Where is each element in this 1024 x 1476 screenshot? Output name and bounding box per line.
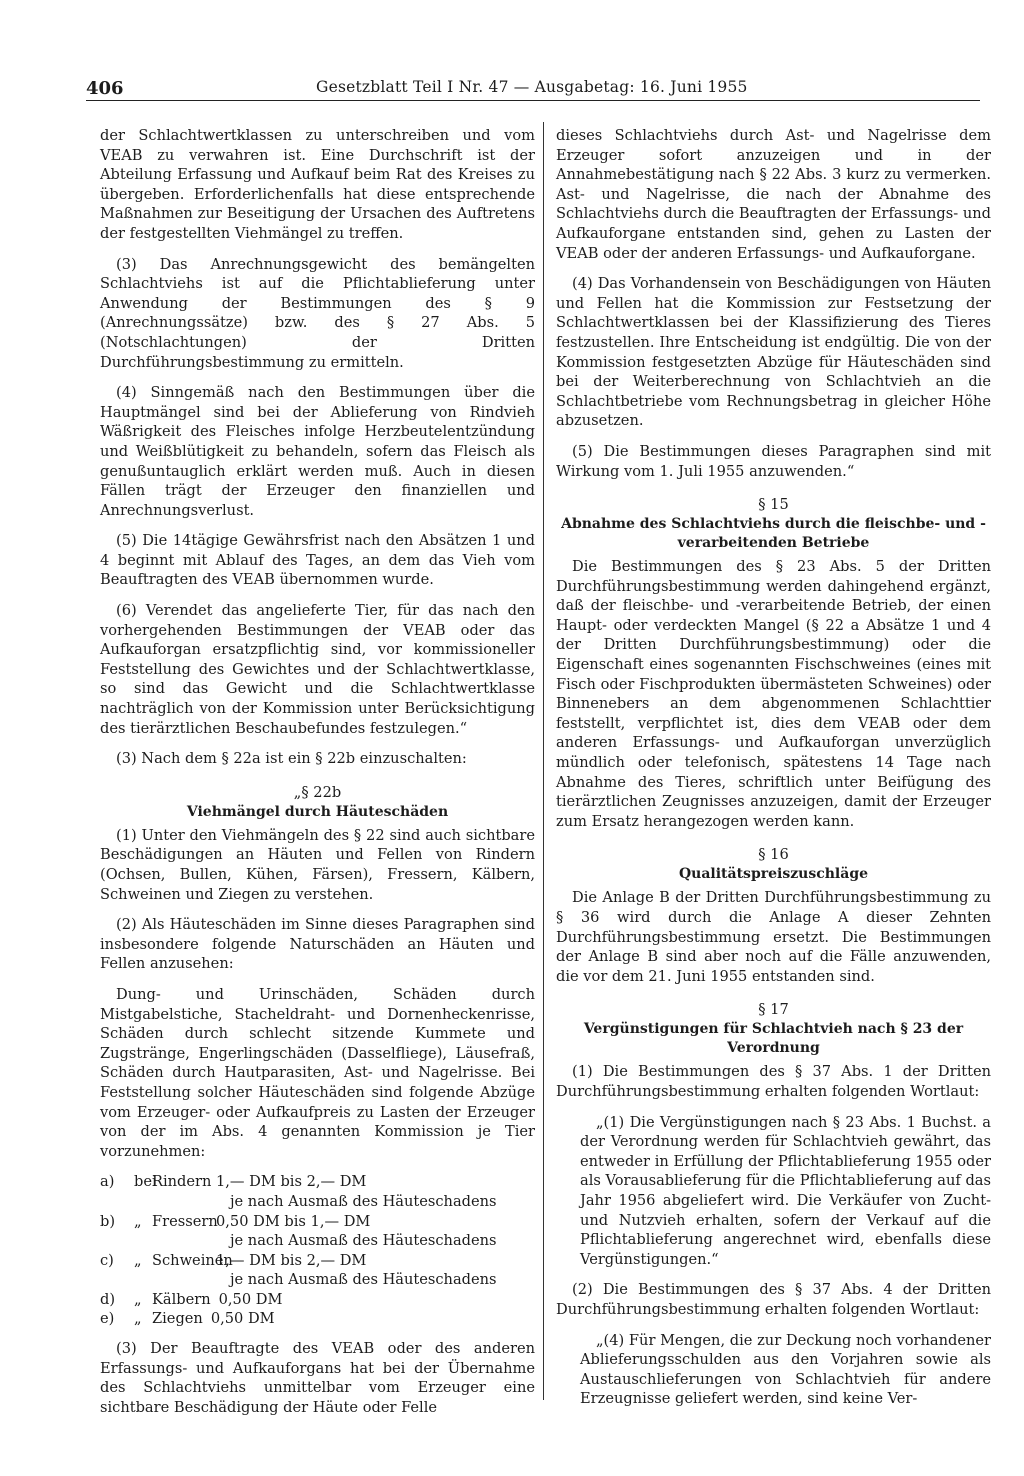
list-item [100, 1309, 535, 1329]
list-mark: „ [134, 1310, 142, 1328]
list-item [100, 1172, 535, 1192]
list-note: je nach Ausmaß des Häuteschadens [230, 1232, 497, 1250]
list-animal: Fressern [152, 1212, 218, 1230]
list-animal: Kälbern [152, 1290, 211, 1308]
list-letter: c) [100, 1251, 114, 1269]
paragraph: Die Anlage B der Dritten Durchführungsbestimmung zu § 36 wird durch die Anlage A dieser Zehnten Durchführungsbestimmung ersetzt. Die Bestimmungen der Anlage B sind aber noch auf die Fälle anzuwenden, die vor dem 21. Juni 1955 entstanden sind. [556, 889, 991, 985]
left-column [100, 126, 535, 1428]
list-letter: e) [100, 1310, 115, 1328]
list-amount: 1,— DM bis 2,— DM [216, 1173, 367, 1191]
right-column [556, 126, 991, 1420]
section-number: § 15 [758, 496, 789, 514]
section-title: Abnahme des Schlachtviehs durch die fleischbe- und -verarbeitenden Betriebe [561, 516, 986, 552]
paragraph: (4) Das Vorhandensein von Beschädigungen von Häuten und Fellen hat die Kommission zur Festsetzung der Schlachtwertklassen bei der Klassifizierung des Tieres festzustellen. Ihre Entscheidung ist endgültig. Die von der Kommission festgesetzten Abzüge für Häuteschäden sind bei der Weiterberechnung von Schlachtvieh an die Schlachtbetriebe vom Rechnungsbetrag in gleicher Höhe abzusetzen. [556, 275, 991, 430]
paragraph: (3) Der Beauftragte des VEAB oder des anderen Erfassungs- und Aufkauforgans hat bei der Übernahme des Schlachtviehs unmittelbar vom Erzeuger eine sichtbare Beschädigung der Häute oder Felle [100, 1340, 535, 1416]
list-note: je nach Ausmaß des Häuteschadens [230, 1192, 497, 1210]
quote-block [556, 1113, 991, 1270]
list-letter: a) [100, 1173, 115, 1191]
paragraph: (1) Unter den Viehmängeln des § 22 sind auch sichtbare Beschädigungen an Häuten und Fellen von Rindern (Ochsen, Bullen, Kühen, Färsen), Fressern, Kälbern, Schweinen und Ziegen zu verstehen. [100, 826, 535, 903]
paragraph: dieses Schlachtviehs durch Ast- und Nagelrisse dem Erzeuger sofort anzuzeigen und in der Annahmebestätigung nach § 22 Abs. 3 kurz zu vermerken. Ast- und Nagelrisse, die nach der Abnahme des Schlachtviehs durch die Beauftragten der Erfassungs- und Aufkauforgane entstanden sind, gehen zu Lasten der VEAB oder der anderen Erfassungs- und Aufkauforgane. [556, 127, 991, 262]
section-number: § 17 [758, 1001, 789, 1019]
paragraph: Dung- und Urinschäden, Schäden durch Mistgabelstiche, Stacheldraht- und Dornenheckenrisse, Schäden durch schlecht sitzende Kummete und Zugstränge, Engerlingschäden (Dasselfliege), Läusefraß, Schäden durch Hautparasiten, Ast- und Nagelrisse. Bei Feststellung solcher Häuteschäden sind folgende Abzüge vom Erzeuger- oder Aufkaufpreis zu Lasten der Erzeuger von der im Abs. 4 genannten Kommission je Tier vorzunehmen: [100, 985, 535, 1160]
list-mark: „ [134, 1290, 142, 1308]
paragraph: (2) Als Häuteschäden im Sinne dieses Paragraphen sind insbesondere folgende Naturschäden an Häuten und Fellen anzusehen: [100, 916, 535, 973]
list-letter: d) [100, 1290, 116, 1308]
paragraph: der Schlachtwertklassen zu unterschreiben und vom VEAB zu verwahren ist. Eine Durchschrift ist der Abteilung Erfassung und Aufkauf beim Rat des Kreises zu übergeben. Erforderlichenfalls hat diese entsprechende Maßnahmen zur Beseitigung der Ursachen des Auftretens der festgestellten Viehmängel zu treffen. [100, 127, 535, 242]
section-title: Viehmängel durch Häuteschäden [186, 803, 449, 820]
section-title: Qualitätspreiszuschläge [678, 866, 869, 883]
list-item [100, 1290, 535, 1310]
list-mark: „ [134, 1212, 142, 1230]
page-number: 406 [86, 78, 124, 99]
list-mark: bei [134, 1173, 157, 1191]
section-number: „§ 22b [293, 783, 342, 801]
gazette-title: Gesetzblatt Teil I Nr. 47 — Ausgabetag: 16. Juni 1955 [316, 78, 748, 96]
quoted-paragraph: „(4) Für Mengen, die zur Deckung noch vorhandener Ablieferungsschulden aus den Vorjahren sowie als Austauschlieferungen von Schlachtvieh für andere Erzeugnisse geliefert werden, sind keine Ver- [580, 1331, 991, 1408]
section-title: Vergünstigungen für Schlachtvieh nach § 23 der Verordnung [583, 1021, 964, 1057]
paragraph: (3) Das Anrechnungsgewicht des bemängelten Schlachtviehs ist auf die Pflichtablieferung unter Anwendung der Bestimmungen des § 9 (Anrechnungssätze) bzw. des § 27 Abs. 5 (Notschlachtungen) der Dritten Durchführungsbestimmung zu ermitteln. [100, 255, 535, 371]
paragraph: (5) Die Bestimmungen dieses Paragraphen sind mit Wirkung vom 1. Juli 1955 anzuwenden.“ [556, 442, 991, 480]
quote-block [556, 1331, 991, 1409]
list-animal: Rindern [152, 1173, 212, 1191]
paragraph: (4) Sinngemäß nach den Bestimmungen über die Hauptmängel sind bei der Ablieferung von Rindvieh Wäßrigkeit des Fleisches infolge Herzbeutelentzündung und Weißblütigkeit zu behandeln, sofern das Fleisch als genußuntauglich erklärt werden muß. Auch in diesen Fällen trägt der Erzeuger den finanziellen und Anrechnungsverlust. [100, 384, 535, 519]
list-amount: 1,— DM bis 2,— DM [216, 1251, 367, 1269]
column-divider [543, 122, 544, 1400]
section-number: § 16 [758, 846, 789, 864]
paragraph: (3) Nach dem § 22a ist ein § 22b einzuschalten: [116, 750, 467, 768]
paragraph: (2) Die Bestimmungen des § 37 Abs. 4 der Dritten Durchführungsbestimmung erhalten folgenden Wortlaut: [556, 1281, 991, 1318]
list-amount: 0,50 DM [218, 1290, 283, 1308]
list-mark: „ [134, 1251, 142, 1269]
list-amount: 0,50 DM [210, 1310, 275, 1328]
quoted-paragraph: „(1) Die Vergünstigungen nach § 23 Abs. 1 Buchst. a der Verordnung werden für Schlachtvieh gewährt, das entweder in Erfüllung der Pflichtablieferung 1955 oder als Vorausablieferung für die Pflichtablieferung auf das Jahr 1956 abgeliefert wird. Die Verkäufer von Zucht- und Nutzvieh erhalten, sofern der Verkauf auf die Pflichtablieferung angerechnet wird, ebenfalls diese Vergünstigungen.“ [580, 1113, 991, 1268]
paragraph: (1) Die Bestimmungen des § 37 Abs. 1 der Dritten Durchführungsbestimmung erhalten folgenden Wortlaut: [556, 1063, 991, 1100]
list-note: je nach Ausmaß des Häuteschadens [230, 1271, 497, 1289]
list-item [100, 1212, 535, 1232]
paragraph: (5) Die 14tägige Gewährsfrist nach den Absätzen 1 und 4 beginnt mit Ablauf des Tages, an dem das Vieh vom Beauftragten des VEAB übernommen wurde. [100, 532, 535, 589]
deduction-list [100, 1172, 535, 1329]
page-header [86, 76, 980, 101]
list-animal: Ziegen [152, 1310, 203, 1328]
list-letter: b) [100, 1212, 116, 1230]
paragraph: (6) Verendet das angelieferte Tier, für das nach den vorhergehenden Bestimmungen der VEAB oder das Aufkauforgan ersatzpflichtig sind, vor kommissioneller Feststellung des Gewichtes und der Schlachtwertklasse, so sind das Gewicht und die Schlachtwertklasse nachträglich von der Kommission unter Berücksichtigung des tierärztlichen Beschaubefundes festzulegen.“ [100, 602, 535, 737]
list-animal: Schweinen [152, 1251, 233, 1269]
list-item [100, 1251, 535, 1271]
paragraph: Die Bestimmungen des § 23 Abs. 5 der Dritten Durchführungsbestimmung werden dahingehend ergänzt, daß der fleischbe- und -verarbeitende Betrieb, der einen Haupt- oder verdeckten Mangel (§ 22 a Absätze 1 und 4 der Dritten Durchführungsbestimmung) oder die Eigenschaft eines sogenannten Fischschweines (eines mit Fisch oder Fischprodukten übermästeten Schweines) oder Binnenebers an dem abgenommenen Schlachttier feststellt, verpflichtet ist, dies dem VEAB oder dem anderen Erfassungs- und Aufkauforgan unverzüglich mündlich oder telefonisch, spätestens 14 Tage nach Abnahme des Tieres, schriftlich unter Beifügung des tierärztlichen Zeugnisses anzuzeigen, damit der Erzeuger zum Ersatz herangezogen werden kann. [556, 558, 991, 830]
list-amount: 0,50 DM bis 1,— DM [216, 1212, 371, 1230]
